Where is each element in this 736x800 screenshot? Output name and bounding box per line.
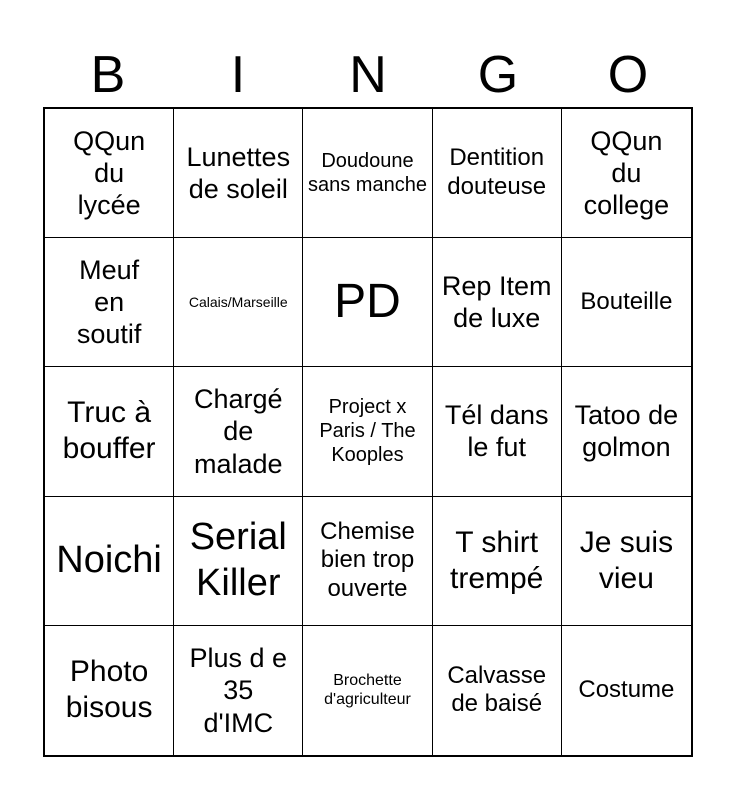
bingo-cell-label: Meuf en soutif [76,254,142,350]
bingo-cell-label: Calais/Marseille [188,293,288,310]
bingo-cell-label: Rep Item de luxe [441,270,552,334]
bingo-cell-r3-c5[interactable] [562,367,691,496]
bingo-cell-r4-c1[interactable] [45,497,174,626]
bingo-cell-r4-c2[interactable] [174,497,303,626]
bingo-cell-label: Bouteille [580,287,673,315]
bingo-cell-label: Chargé de malade [194,383,283,479]
bingo-cell-r4-c3[interactable] [303,497,432,626]
bingo-cell-r5-c4[interactable] [433,626,562,755]
bingo-cell-r1-c4[interactable] [433,109,562,238]
bingo-cell-r2-c3[interactable] [303,238,432,367]
bingo-cell-r5-c3[interactable] [303,626,432,755]
bingo-cell-label: Brochette d'agriculteur [324,672,411,709]
bingo-cell-label: PD [334,275,401,329]
bingo-cell-r3-c2[interactable] [174,367,303,496]
bingo-header [43,42,693,108]
bingo-cell-label: Calvasse de baisé [447,661,547,718]
bingo-cell-label: Truc à bouffer [62,396,156,466]
bingo-cell-label: Serial Killer [189,516,287,604]
bingo-cell-r5-c2[interactable] [174,626,303,755]
bingo-cell-label: T shirt trempé [450,525,544,595]
bingo-cell-r5-c5[interactable] [562,626,691,755]
bingo-cell-r4-c5[interactable] [562,497,691,626]
bingo-cell-r3-c1[interactable] [45,367,174,496]
header-letter-n: N [349,46,387,104]
bingo-cell-label: Doudoune sans manche [308,150,427,197]
bingo-cell-label: Chemise bien trop ouverte [320,517,415,603]
bingo-cell-label: QQun du lycée [73,125,146,221]
bingo-cell-r1-c3[interactable] [303,109,432,238]
header-letter-g: G [477,46,519,104]
bingo-cell-label: Dentition douteuse [447,144,547,201]
bingo-cell-label: Costume [578,675,675,703]
bingo-cell-r3-c3[interactable] [303,367,432,496]
bingo-cell-label: Je suis vieu [579,525,674,595]
bingo-cell-label: Plus d e 35 d'IMC [189,642,288,738]
bingo-cell-r4-c4[interactable] [433,497,562,626]
bingo-cell-r3-c4[interactable] [433,367,562,496]
header-letter-b: B [90,46,126,104]
bingo-cell-r2-c1[interactable] [45,238,174,367]
bingo-cell-r1-c5[interactable] [562,109,691,238]
bingo-board [43,107,693,757]
bingo-cell-r1-c1[interactable] [45,109,174,238]
bingo-cell-r2-c2[interactable] [174,238,303,367]
header-letter-o: O [607,46,649,104]
bingo-cell-r1-c2[interactable] [174,109,303,238]
header-letter-i: I [230,46,246,104]
bingo-cell-label: Lunettes de soleil [186,141,291,205]
bingo-cell-r2-c5[interactable] [562,238,691,367]
bingo-cell-label: Project x Paris / The Kooples [319,396,416,467]
bingo-cell-label: Tél dans le fut [444,400,549,463]
bingo-cell-label: QQun du college [583,125,670,221]
bingo-cell-r2-c4[interactable] [433,238,562,367]
bingo-cell-label: Noichi [56,538,162,581]
bingo-cell-r5-c1[interactable] [45,626,174,755]
bingo-cell-label: Photo bisous [65,655,153,725]
bingo-cell-label: Tatoo de golmon [574,400,679,463]
